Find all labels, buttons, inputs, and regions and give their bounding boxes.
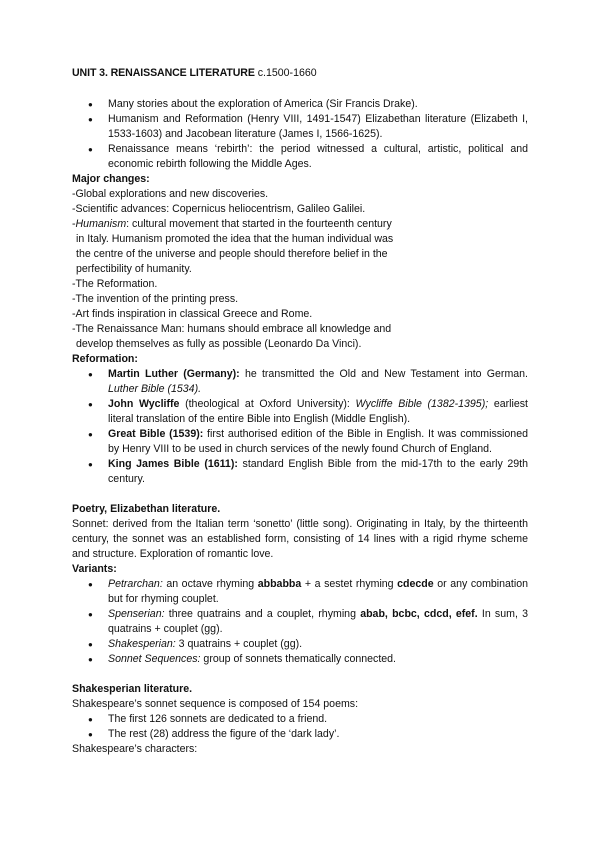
spenserian-text: In sum, 3 quatrains + couplet (gg). — [108, 608, 529, 635]
document-page — [72, 66, 528, 757]
characters-line: Shakespeare’s characters: — [72, 743, 198, 755]
wycliffe-rest: earliest literal translation of the entire Bible into English (Middle English). — [108, 398, 528, 425]
change-line: -The invention of the printing press. — [72, 293, 239, 305]
list-item — [72, 457, 528, 487]
spenserian-label: Spenserian: — [108, 608, 165, 620]
list-item — [72, 637, 528, 652]
petrarchan-octave: abbabba — [257, 578, 302, 590]
sequences-label: Sonnet Sequences: — [108, 653, 201, 665]
humanism-line: the centre of the universe and people should therefore belief in the — [76, 248, 388, 260]
wycliffe-label: John Wycliffe — [108, 398, 180, 410]
king-james-label: King James Bible (1611): — [108, 458, 238, 470]
unit-title — [72, 66, 528, 81]
intro-bullet-list — [72, 97, 528, 172]
list-item — [72, 367, 528, 397]
sequences-text: group of sonnets thematically connected. — [200, 653, 396, 665]
great-bible-text: first authorised edition of the Bible in English. It was commissioned by Henry VIII to be used in church services of the newly found Church of England. — [108, 428, 528, 455]
petrarchan-label: Petrarchan: — [108, 578, 163, 590]
change-line: -Global explorations and new discoveries. — [72, 188, 269, 200]
change-line: -The Reformation. — [72, 278, 158, 290]
unit-title-text: UNIT 3. RENAISSANCE LITERATURE — [72, 67, 255, 79]
list-item — [72, 577, 528, 607]
sonnet-paragraph: Sonnet: derived from the Italian term ‘sonetto’ (little song). Originating in Italy, by the thirteenth century, the sonnet was an established form, consisting of 14 lines with a rigid rhyme scheme and structure. Exploration of romantic love. — [72, 518, 528, 560]
shakesperian-list — [72, 712, 528, 742]
spenserian-rhyme: abab, bcbc, cdcd, efef. — [360, 608, 478, 620]
petrarchan-sestet: cdecde — [397, 578, 434, 590]
poetry-heading: Poetry, Elizabethan literature. — [72, 503, 221, 515]
change-line: -The Renaissance Man: humans should embrace all knowledge and — [72, 323, 392, 335]
list-item — [72, 397, 528, 427]
petrarchan-text: + a sestet rhyming — [301, 578, 398, 590]
list-item: ● The first 126 sonnets are dedicated to a friend. — [72, 712, 528, 727]
list-item: ● Humanism and Reformation (Henry VIII, 1491-1547) Elizabethan literature (Elizabeth I, 1533-1603) and Jacobean literature (James I, 1566-1625). — [72, 112, 528, 142]
luther-label: Martin Luther (Germany): — [108, 368, 240, 380]
change-line: develop themselves as fully as possible (Leonardo Da Vinci). — [76, 338, 362, 350]
great-bible-label: Great Bible (1539): — [108, 428, 204, 440]
reformation-heading: Reformation: — [72, 353, 138, 365]
shakesperian-label: Shakesperian: — [108, 638, 176, 650]
list-item: ● The rest (28) address the figure of the ‘dark lady’. — [72, 727, 528, 742]
shakesperian-heading: Shakesperian literature. — [72, 683, 193, 695]
wycliffe-text: (theological at Oxford University): — [179, 398, 356, 410]
variants-heading: Variants: — [72, 563, 117, 575]
humanism-text: : cultural movement that started in the fourteenth century — [126, 218, 392, 230]
variants-list — [72, 577, 528, 667]
petrarchan-text: an octave rhyming — [162, 578, 258, 590]
list-item — [72, 652, 528, 667]
humanism-line — [72, 217, 528, 232]
unit-dates: c.1500-1660 — [257, 67, 317, 79]
list-item: ● Renaissance means ‘rebirth’: the period witnessed a cultural, artistic, political and economic rebirth following the Middle Ages. — [72, 142, 528, 172]
humanism-line: perfectibility of humanity. — [76, 263, 192, 275]
change-line: -Scientific advances: Copernicus heliocentrism, Galileo Galilei. — [72, 203, 366, 215]
luther-bible: Luther Bible (1534). — [108, 383, 202, 395]
spacer — [72, 487, 528, 502]
humanism-term: Humanism — [75, 218, 127, 230]
list-item — [72, 607, 528, 637]
spacer — [72, 667, 528, 682]
petrarchan-text: or any combination but for rhyming couplet. — [108, 578, 528, 605]
wycliffe-bible: Wycliffe Bible (1382-1395); — [355, 398, 489, 410]
major-changes-heading: Major changes: — [72, 173, 150, 185]
reformation-list — [72, 367, 528, 487]
shakesperian-intro: Shakespeare’s sonnet sequence is composed of 154 poems: — [72, 698, 359, 710]
humanism-dash: - — [72, 218, 76, 230]
list-item: ● Many stories about the exploration of America (Sir Francis Drake). — [72, 97, 528, 112]
list-item — [72, 427, 528, 457]
change-line: -Art finds inspiration in classical Greece and Rome. — [72, 308, 313, 320]
spenserian-text: three quatrains and a couplet, rhyming — [164, 608, 361, 620]
luther-text: he transmitted the Old and New Testament into German. — [239, 368, 528, 380]
humanism-line: in Italy. Humanism promoted the idea that the human individual was — [76, 233, 394, 245]
king-james-text: standard English Bible from the mid-17th to the early 29th century. — [108, 458, 528, 485]
shakesperian-text: 3 quatrains + couplet (gg). — [175, 638, 303, 650]
